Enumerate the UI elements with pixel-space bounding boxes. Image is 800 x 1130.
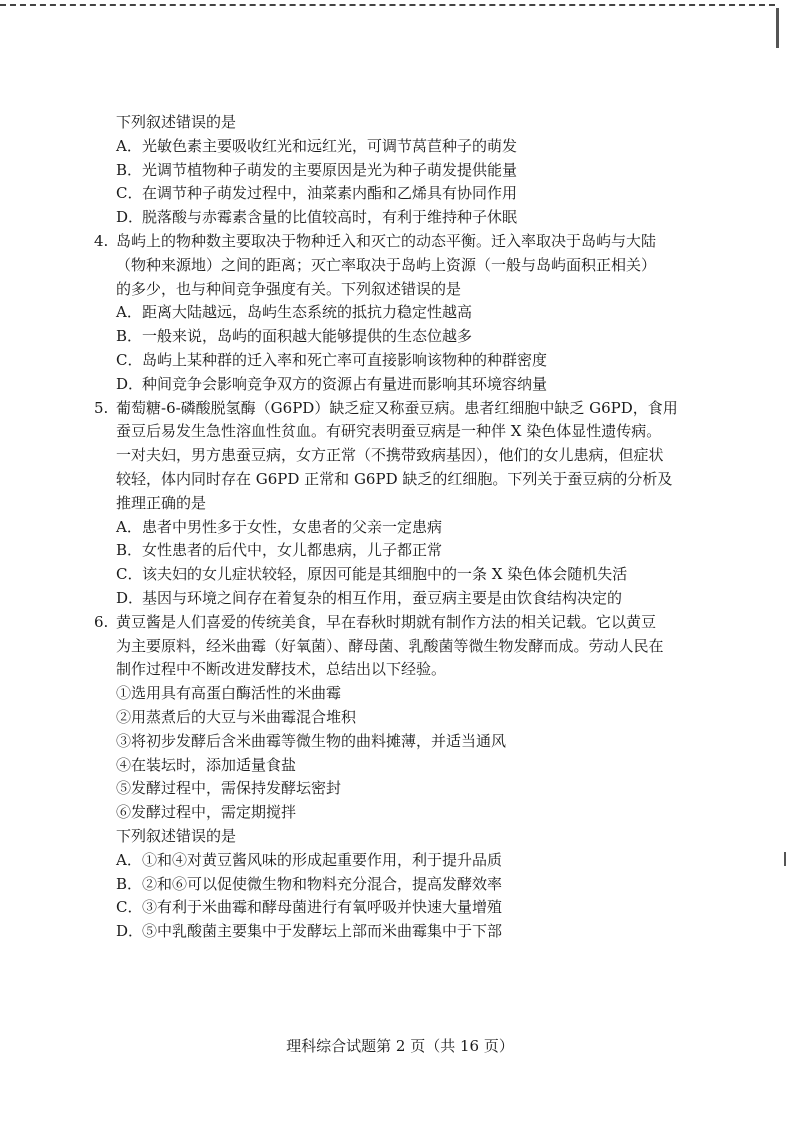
question-5-option-a: [94, 517, 704, 541]
option-letter: B．: [116, 874, 143, 893]
question-4-stem-line: （物种来源地）之间的距离；灭亡率取决于岛屿上资源（一般与岛屿面积正相关）: [116, 255, 657, 274]
option-text: ③有利于米曲霉和酵母菌进行有氧呼吸并快速大量增殖: [142, 898, 503, 917]
question-4-stem-line: 的多少，也与种间竞争强度有关。下列叙述错误的是: [116, 279, 462, 298]
option-text: 光调节植物种子萌发的主要原因是光为种子萌发提供能量: [142, 160, 518, 179]
question-number: 4.: [94, 231, 109, 250]
stem-text: 葡萄糖-6-磷酸脱氢酶（G6PD）缺乏症又称蚕豆病。患者红细胞中缺乏 G6PD，食用: [116, 398, 678, 417]
question-6-tail: 下列叙述错误的是: [116, 826, 237, 845]
option-text: 该夫妇的女儿症状较轻，原因可能是其细胞中的一条 X 染色体会随机失活: [142, 565, 628, 584]
option-text: 种间竞争会影响竞争双方的资源占有量进而影响其环境容纳量: [142, 374, 548, 393]
option-letter: C．: [116, 350, 143, 369]
option-letter: A．: [116, 850, 142, 869]
option-letter: A．: [116, 517, 142, 536]
option-letter: D．: [116, 588, 144, 607]
question-4-option-c: [94, 350, 704, 374]
option-letter: A．: [116, 136, 142, 155]
question-6-stem-line: 制作过程中不断改进发酵技术，总结出以下经验。: [116, 660, 447, 679]
question-3-option-b: [94, 160, 704, 184]
option-letter: C．: [116, 184, 143, 203]
question-4-option-d: [94, 374, 704, 398]
option-text: 基因与环境之间存在着复杂的相互作用，蚕豆病主要是由饮食结构决定的: [142, 588, 623, 607]
question-6-option-c: [94, 897, 704, 921]
question-5-stem-line: 一对夫妇，男方患蚕豆病，女方正常（不携带致病基因），他们的女儿患病，但症状: [116, 446, 664, 465]
option-text: ⑤中乳酸菌主要集中于发酵坛上部而米曲霉集中于下部: [142, 922, 503, 941]
question-6-step: ②用蒸煮后的大豆与米曲霉混合堆积: [116, 707, 357, 726]
question-6-stem-line: 为主要原料，经米曲霉（好氧菌）、酵母菌、乳酸菌等微生物发酵而成。劳动人民在: [116, 636, 664, 655]
question-6-step: ⑥发酵过程中，需定期搅拌: [116, 803, 297, 822]
question-4: [94, 231, 704, 398]
option-text: 光敏色素主要吸收红光和远红光，可调节莴苣种子的萌发: [142, 136, 518, 155]
option-text: ①和④对黄豆酱风味的形成起重要作用，利于提升品质: [142, 850, 503, 869]
option-letter: D．: [116, 208, 144, 227]
scan-edge-mark: [784, 852, 786, 866]
question-5-stem-line: [94, 398, 704, 422]
option-text: 一般来说，岛屿的面积越大能够提供的生态位越多: [142, 327, 473, 346]
question-6-option-d: [94, 921, 704, 945]
question-number: 6.: [94, 612, 109, 631]
option-letter: B．: [116, 327, 143, 346]
question-5-stem-line: 蚕豆后易发生急性溶血性贫血。有研究表明蚕豆病是一种伴 X 染色体显性遗传病。: [116, 422, 662, 441]
top-perforation-line: [0, 4, 775, 6]
stem-text: 岛屿上的物种数主要取决于物种迁入和灭亡的动态平衡。迁入率取决于岛屿与大陆: [116, 231, 657, 250]
exam-content: [94, 112, 704, 945]
question-5-option-d: [94, 588, 704, 612]
question-5-option-c: [94, 564, 704, 588]
question-3-option-a: [94, 136, 704, 160]
question-4-option-a: [94, 302, 704, 326]
question-6-step: ④在装坛时，添加适量食盐: [116, 755, 297, 774]
option-letter: B．: [116, 160, 143, 179]
option-letter: A．: [116, 303, 142, 322]
option-letter: D．: [116, 922, 144, 941]
option-letter: D．: [116, 374, 144, 393]
question-5-stem-line: 较轻，体内同时存在 G6PD 正常和 G6PD 缺乏的红细胞。下列关于蚕豆病的分析及: [116, 469, 673, 488]
scan-edge-mark: [776, 8, 779, 48]
question-6-option-a: [94, 850, 704, 874]
option-text: 岛屿上某种群的迁入率和死亡率可直接影响该物种的种群密度: [142, 350, 548, 369]
question-4-stem-line: [94, 231, 704, 255]
question-3-option-d: [94, 207, 704, 231]
question-6: [94, 612, 704, 945]
option-text: 脱落酸与赤霉素含量的比值较高时，有利于维持种子休眠: [142, 208, 518, 227]
option-letter: C．: [116, 565, 143, 584]
question-5-stem-line: 推理正确的是: [116, 493, 207, 512]
option-letter: B．: [116, 541, 143, 560]
question-6-step: ③将初步发酵后含米曲霉等微生物的曲料摊薄，并适当通风: [116, 731, 507, 750]
page-footer: 理科综合试题第 2 页（共 16 页）: [286, 1037, 514, 1055]
question-6-step: ⑤发酵过程中，需保持发酵坛密封: [116, 779, 342, 798]
option-letter: C．: [116, 898, 143, 917]
question-3-tail: 下列叙述错误的是: [116, 113, 237, 131]
question-number: 5.: [94, 398, 109, 417]
option-text: 女性患者的后代中，女儿都患病，儿子都正常: [142, 541, 443, 560]
option-text: ②和⑥可以促使微生物和物料充分混合，提高发酵效率: [142, 874, 503, 893]
option-text: 距离大陆越远，岛屿生态系统的抵抗力稳定性越高: [142, 303, 473, 322]
stem-text: 黄豆酱是人们喜爱的传统美食，早在春秋时期就有制作方法的相关记载。它以黄豆: [116, 612, 657, 631]
question-5: [94, 398, 704, 612]
option-text: 在调节种子萌发过程中，油菜素内酯和乙烯具有协同作用: [142, 184, 518, 203]
question-6-step: ①选用具有高蛋白酶活性的米曲霉: [116, 684, 342, 703]
question-3-option-c: [94, 183, 704, 207]
option-text: 患者中男性多于女性，女患者的父亲一定患病: [142, 517, 443, 536]
question-6-option-b: [94, 874, 704, 898]
question-6-stem-line: [94, 612, 704, 636]
question-4-option-b: [94, 326, 704, 350]
question-5-option-b: [94, 540, 704, 564]
question-3: [94, 112, 704, 231]
